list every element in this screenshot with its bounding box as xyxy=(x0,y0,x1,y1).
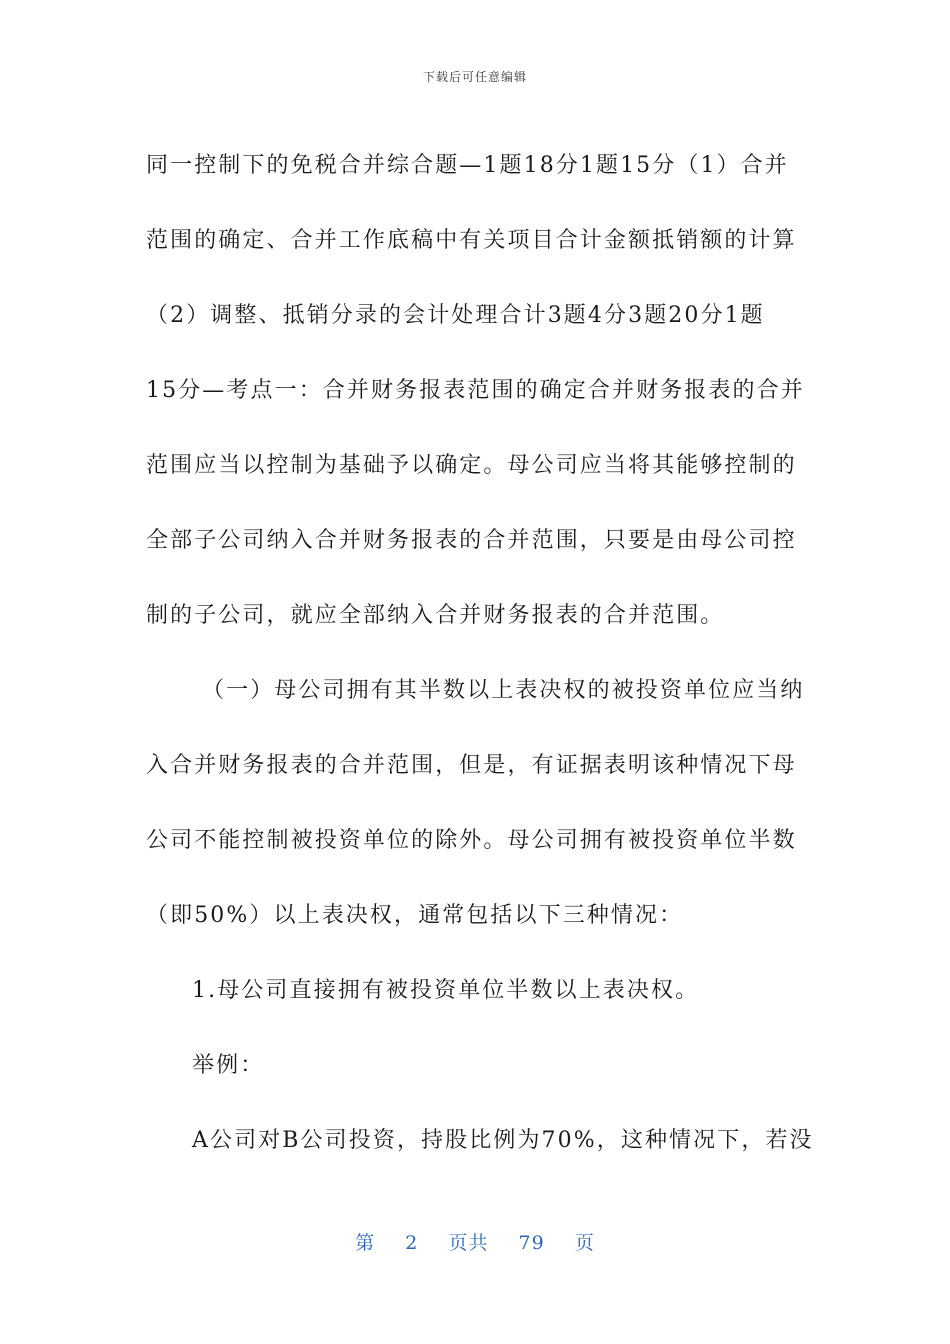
document-body xyxy=(146,128,814,1178)
footer-suffix: 页 xyxy=(574,1232,595,1254)
paragraph-line: 1.母公司直接拥有被投资单位半数以上表决权。 xyxy=(192,978,700,1003)
paragraph-line: 制的子公司，就应全部纳入合并财务报表的合并范围。 xyxy=(146,603,725,628)
paragraph-line: 全部子公司纳入合并财务报表的合并范围，只要是由母公司控 xyxy=(146,528,797,553)
header-note: 下载后可任意编辑 xyxy=(422,70,527,84)
footer-total-pages: 79 xyxy=(518,1232,545,1254)
paragraph-line: （2）调整、抵销分录的会计处理合计3题4分3题20分1题 xyxy=(146,303,765,328)
paragraph-line: （即50%）以上表决权，通常包括以下三种情况： xyxy=(146,903,684,928)
page-footer xyxy=(0,1228,950,1255)
footer-current-page: 2 xyxy=(405,1232,419,1254)
paragraph-line: （一）母公司拥有其半数以上表决权的被投资单位应当纳 xyxy=(202,678,805,703)
paragraph-line: 同一控制下的免税合并综合题—1题18分1题15分（1）合并 xyxy=(146,153,789,178)
paragraph-line: 公司不能控制被投资单位的除外。母公司拥有被投资单位半数 xyxy=(146,828,797,853)
footer-prefix: 第 xyxy=(355,1232,376,1254)
footer-middle: 页共 xyxy=(448,1232,489,1254)
paragraph-line: 范围应当以控制为基础予以确定。母公司应当将其能够控制的 xyxy=(146,453,797,478)
paragraph-line: A公司对B公司投资，持股比例为70%，这种情况下，若没 xyxy=(192,1128,814,1153)
paragraph-line: 举例： xyxy=(192,1053,265,1078)
paragraph-line: 入合并财务报表的合并范围，但是，有证据表明该种情况下母 xyxy=(146,753,797,778)
paragraph-line: 范围的确定、合并工作底稿中有关项目合计金额抵销额的计算 xyxy=(146,228,797,253)
paragraph-line: 15分—考点一：合并财务报表范围的确定合并财务报表的合并 xyxy=(146,378,805,403)
